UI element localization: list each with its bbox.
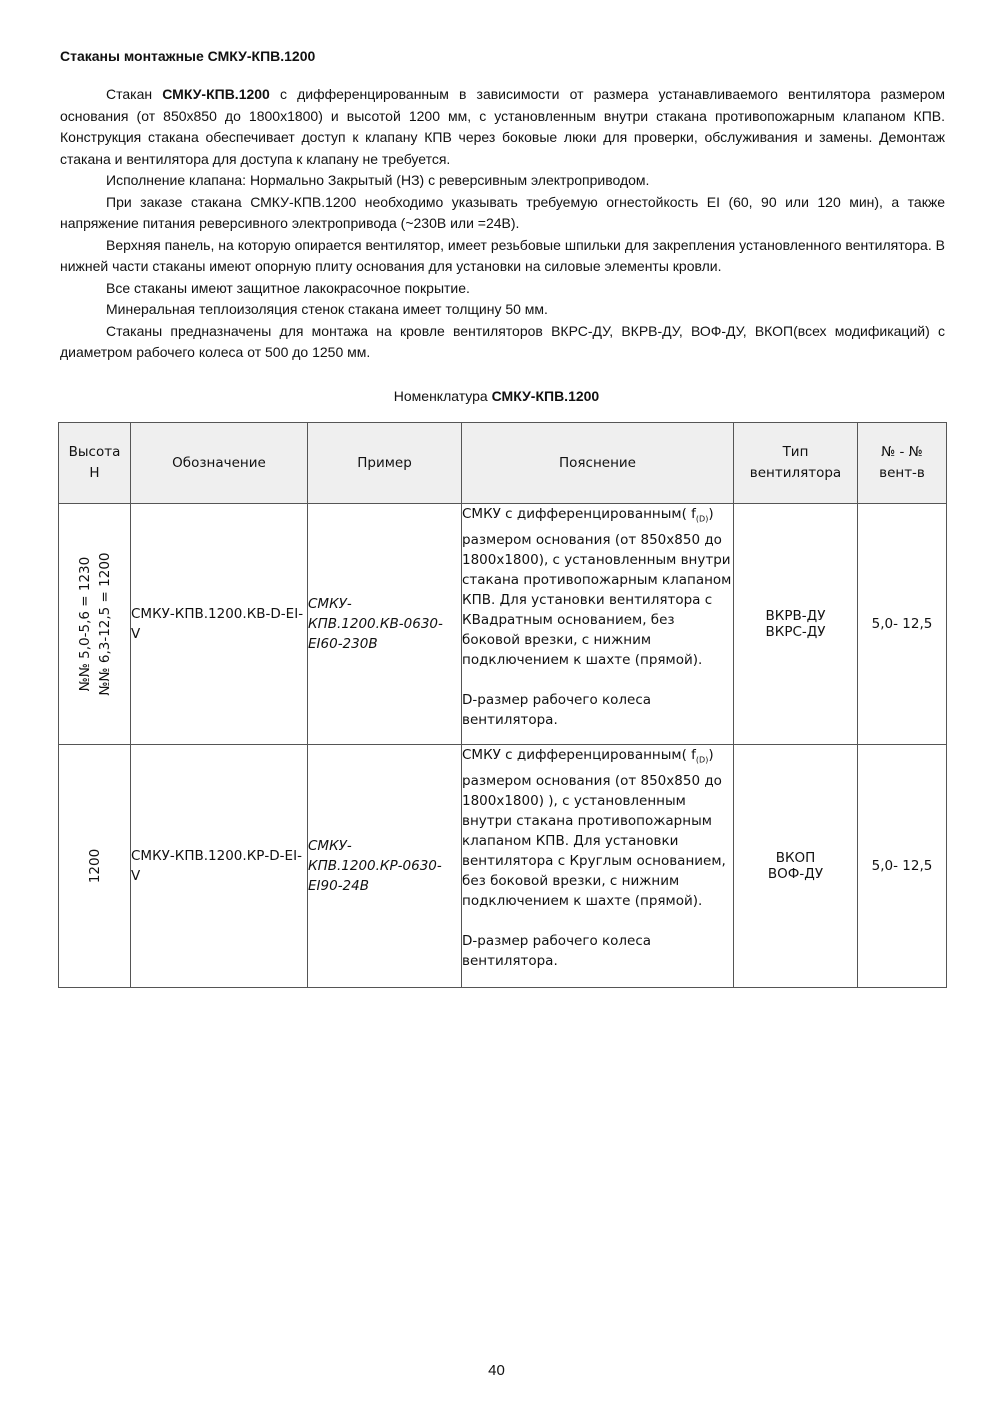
paragraph-intro bbox=[60, 84, 945, 170]
header-fan-numbers bbox=[858, 423, 947, 504]
explanation-text bbox=[462, 745, 733, 911]
height-value: 1200 bbox=[86, 848, 103, 884]
explanation-note: D-размер рабочего колеса вентилятора. bbox=[462, 691, 652, 728]
paragraph-purpose: Стаканы предназначены для монтажа на кровле вентиляторов ВКРС-ДУ, ВКРВ-ДУ, ВОФ-ДУ, ВКОП(всех модификаций) с диаметром рабочего колеса от 500 до 1250 мм. bbox=[60, 322, 945, 360]
explanation-pre: СМКУ с дифференцированным( f bbox=[462, 747, 696, 763]
cell-designation: СМКУ-КПВ.1200.КР-D-EI-V bbox=[131, 745, 308, 988]
header-height-line1: Высота bbox=[68, 444, 121, 460]
header-fan-type-line2: вентилятора bbox=[749, 465, 842, 481]
paragraph-top-panel: Верхняя панель, на которую опирается вентилятор, имеет резьбовые шпильки для закрепления установленного вентилятора. В нижней части стаканы имеют опорную плиту основания для установки на силовые элементы кровли. bbox=[60, 236, 945, 274]
header-height bbox=[59, 423, 131, 504]
table-caption bbox=[0, 388, 993, 404]
height-value-line2: №№ 6,3-12,5 = 1200 bbox=[96, 552, 113, 696]
explanation-post: ) размером основания (от 850х850 до 1800х1800), с установленным внутри стакана противопожарным клапаном КПВ. Для установки вентилятора с КВадратным основанием, без боковой врезки, с нижним подключением к шахте (прямой). bbox=[462, 506, 732, 668]
header-fan-type-line1: Тип bbox=[782, 444, 809, 460]
header-fan-type bbox=[734, 423, 858, 504]
cell-fan-numbers: 5,0- 12,5 bbox=[858, 745, 947, 988]
header-example: Пример bbox=[308, 423, 462, 504]
paragraph-intro-product: СМКУ-КПВ.1200 bbox=[162, 86, 270, 102]
height-value bbox=[75, 552, 115, 695]
explanation-subscript: (D) bbox=[695, 514, 709, 524]
header-height-line2: Н bbox=[89, 465, 100, 481]
explanation-subscript: (D) bbox=[695, 755, 709, 765]
explanation-note: D-размер рабочего колеса вентилятора. bbox=[462, 932, 652, 969]
table-row bbox=[59, 504, 947, 745]
cell-height bbox=[59, 745, 131, 988]
cell-explanation bbox=[462, 745, 734, 988]
explanation-pre: СМКУ с дифференцированным( f bbox=[462, 506, 696, 522]
paragraph-order: При заказе стакана СМКУ-КПВ.1200 необходимо указывать требуемую огнестойкость EI (60, 90 или 120 мин), а также напряжение питания реверсивного электропривода (~230В или =24В). bbox=[60, 193, 945, 231]
height-value-line1: №№ 5,0-5,6 = 1230 bbox=[76, 556, 93, 692]
cell-fan-numbers: 5,0- 12,5 bbox=[858, 504, 947, 745]
section-heading: Стаканы монтажные СМКУ-КПВ.1200 bbox=[60, 48, 316, 64]
nomenclature-table bbox=[58, 422, 947, 988]
paragraph-coating: Все стаканы имеют защитное лакокрасочное покрытие. bbox=[106, 279, 470, 296]
page-number: 40 bbox=[488, 1362, 505, 1379]
header-designation: Обозначение bbox=[131, 423, 308, 504]
cell-height bbox=[59, 504, 131, 745]
fan-type-line2: ВОФ-ДУ bbox=[767, 866, 824, 882]
paragraph-insulation: Минеральная теплоизоляция стенок стакана имеет толщину 50 мм. bbox=[106, 301, 548, 317]
header-explanation: Пояснение bbox=[462, 423, 734, 504]
paragraph-intro-rest: с дифференцированным в зависимости от размера устанавливаемого вентилятора размером основания (от 850х850 до 1800х1800) и высотой 1200 мм, с установленным внутри стакана противопожарным клапаном КПВ. Конструкция стакана обеспечивает доступ к клапану КПВ через боковые люки для проверки, обслуживания и замены. Демонтаж стакана и вентилятора для доступа к клапану не требуется. bbox=[60, 86, 945, 167]
explanation-post: ) размером основания (от 850х850 до 1800х1800) ), с установленным внутри стакана противопожарным клапаном КПВ. Для установки вентилятора с Круглым основанием, без боковой врезки, с нижним подключением к шахте (прямой). bbox=[462, 747, 726, 909]
fan-type-line1: ВКОП bbox=[775, 850, 816, 866]
table-caption-prefix: Номенклатура bbox=[393, 388, 492, 404]
explanation-text bbox=[462, 504, 733, 670]
table-header-row bbox=[59, 423, 947, 504]
cell-designation: СМКУ-КПВ.1200.КВ-D-EI-V bbox=[131, 504, 308, 745]
fan-type-line1: ВКРВ-ДУ bbox=[765, 608, 826, 624]
table-row bbox=[59, 745, 947, 988]
cell-explanation bbox=[462, 504, 734, 745]
description-text bbox=[60, 84, 945, 364]
cell-fan-type bbox=[734, 745, 858, 988]
cell-fan-type bbox=[734, 504, 858, 745]
fan-type-line2: ВКРС-ДУ bbox=[765, 624, 826, 640]
header-fan-numbers-line2: вент-в bbox=[879, 465, 925, 481]
table-caption-product: СМКУ-КПВ.1200 bbox=[491, 388, 600, 404]
paragraph-intro-prefix: Стакан bbox=[106, 86, 163, 102]
header-fan-numbers-line1: № - № bbox=[881, 444, 923, 460]
cell-example: СМКУ-КПВ.1200.КВ-0630-EI60-230В bbox=[308, 504, 462, 745]
cell-example: СМКУ-КПВ.1200.КР-0630-EI90-24В bbox=[308, 745, 462, 988]
paragraph-valve: Исполнение клапана: Нормально Закрытый (НЗ) с реверсивным электроприводом. bbox=[106, 172, 650, 188]
